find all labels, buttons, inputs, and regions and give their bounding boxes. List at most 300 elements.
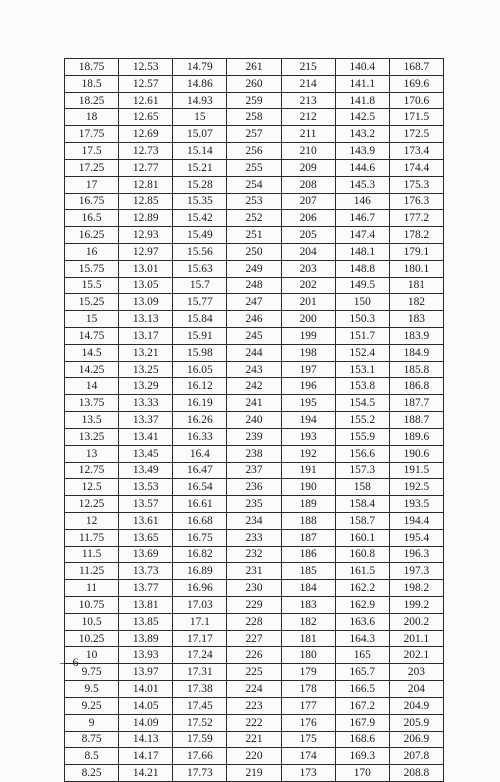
- table-cell: 206.9: [389, 731, 443, 748]
- table-cell: 228: [227, 613, 281, 630]
- table-cell: 12.69: [119, 126, 173, 143]
- table-cell: 250: [227, 243, 281, 260]
- table-cell: 198.2: [389, 580, 443, 597]
- table-cell: 15.98: [173, 344, 227, 361]
- table-cell: 18.5: [65, 75, 119, 92]
- table-cell: 243: [227, 361, 281, 378]
- table-cell: 13.57: [119, 496, 173, 513]
- table-cell: 180: [281, 647, 335, 664]
- table-cell: 179.1: [389, 243, 443, 260]
- table-cell: 165.7: [335, 664, 389, 681]
- table-cell: 12.93: [119, 227, 173, 244]
- table-cell: 210: [281, 143, 335, 160]
- table-cell: 174: [281, 748, 335, 765]
- table-cell: 261: [227, 59, 281, 76]
- table-cell: 233: [227, 529, 281, 546]
- table-cell: 17.25: [65, 159, 119, 176]
- table-row: [65, 512, 444, 529]
- table-cell: 192.5: [389, 479, 443, 496]
- table-cell: 237: [227, 462, 281, 479]
- table-cell: 17.52: [173, 714, 227, 731]
- table-cell: 205: [281, 227, 335, 244]
- table-cell: 16.75: [173, 529, 227, 546]
- table-cell: 8.25: [65, 765, 119, 782]
- table-row: [65, 75, 444, 92]
- table-cell: 189.6: [389, 428, 443, 445]
- table-cell: 196.3: [389, 546, 443, 563]
- table-cell: 17.66: [173, 748, 227, 765]
- table-cell: 206: [281, 210, 335, 227]
- table-row: [65, 613, 444, 630]
- table-cell: 224: [227, 681, 281, 698]
- table-cell: 163.6: [335, 613, 389, 630]
- table-cell: 153.1: [335, 361, 389, 378]
- table-cell: 17.45: [173, 697, 227, 714]
- table-cell: 13.61: [119, 512, 173, 529]
- table-cell: 13.37: [119, 412, 173, 429]
- table-cell: 17.24: [173, 647, 227, 664]
- table-cell: 191: [281, 462, 335, 479]
- table-cell: 225: [227, 664, 281, 681]
- table-cell: 145.3: [335, 176, 389, 193]
- table-cell: 175.3: [389, 176, 443, 193]
- table-cell: 15.25: [65, 294, 119, 311]
- table-cell: 229: [227, 597, 281, 614]
- table-row: [65, 109, 444, 126]
- table-cell: 155.2: [335, 412, 389, 429]
- page-number: —6—: [60, 655, 92, 669]
- table-cell: 13.75: [65, 395, 119, 412]
- table-cell: 169.6: [389, 75, 443, 92]
- table-cell: 249: [227, 260, 281, 277]
- table-cell: 164.3: [335, 630, 389, 647]
- table-row: [65, 580, 444, 597]
- table-cell: 179: [281, 664, 335, 681]
- table-cell: 16.75: [65, 193, 119, 210]
- table-cell: 171.5: [389, 109, 443, 126]
- table-cell: 151.7: [335, 328, 389, 345]
- table-cell: 12.73: [119, 143, 173, 160]
- table-cell: 173: [281, 765, 335, 782]
- table-row: [65, 159, 444, 176]
- table-cell: 16.12: [173, 378, 227, 395]
- table-cell: 17.17: [173, 630, 227, 647]
- score-table: [64, 58, 444, 782]
- table-row: [65, 378, 444, 395]
- table-cell: 223: [227, 697, 281, 714]
- table-cell: 254: [227, 176, 281, 193]
- table-cell: 230: [227, 580, 281, 597]
- table-cell: 14.09: [119, 714, 173, 731]
- table-cell: 14.25: [65, 361, 119, 378]
- table-cell: 172.5: [389, 126, 443, 143]
- table-cell: 18.25: [65, 92, 119, 109]
- table-cell: 13.89: [119, 630, 173, 647]
- table-cell: 149.5: [335, 277, 389, 294]
- table-cell: 12.5: [65, 479, 119, 496]
- table-cell: 13.29: [119, 378, 173, 395]
- table-cell: 252: [227, 210, 281, 227]
- table-cell: 174.4: [389, 159, 443, 176]
- table-cell: 16: [65, 243, 119, 260]
- table-cell: 14.75: [65, 328, 119, 345]
- table-row: [65, 714, 444, 731]
- table-cell: 8.75: [65, 731, 119, 748]
- table-cell: 157.3: [335, 462, 389, 479]
- table-cell: 258: [227, 109, 281, 126]
- table-row: [65, 428, 444, 445]
- table-cell: 15.14: [173, 143, 227, 160]
- table-cell: 16.82: [173, 546, 227, 563]
- table-cell: 13.97: [119, 664, 173, 681]
- table-cell: 161.5: [335, 563, 389, 580]
- table-cell: 16.89: [173, 563, 227, 580]
- table-row: [65, 765, 444, 782]
- table-cell: 11.75: [65, 529, 119, 546]
- table-cell: 12.77: [119, 159, 173, 176]
- table-cell: 15.7: [173, 277, 227, 294]
- table-cell: 11: [65, 580, 119, 597]
- table-cell: 15.35: [173, 193, 227, 210]
- table-cell: 12.89: [119, 210, 173, 227]
- table-cell: 14.13: [119, 731, 173, 748]
- table-cell: 153.8: [335, 378, 389, 395]
- table-cell: 15.5: [65, 277, 119, 294]
- table-cell: 199.2: [389, 597, 443, 614]
- table-cell: 189: [281, 496, 335, 513]
- table-row: [65, 597, 444, 614]
- table-cell: 141.1: [335, 75, 389, 92]
- table-cell: 180.1: [389, 260, 443, 277]
- table-cell: 196: [281, 378, 335, 395]
- table-cell: 186.8: [389, 378, 443, 395]
- table-cell: 245: [227, 328, 281, 345]
- table-cell: 13: [65, 445, 119, 462]
- table-row: [65, 462, 444, 479]
- table-cell: 13.73: [119, 563, 173, 580]
- table-cell: 177.2: [389, 210, 443, 227]
- table-cell: 199: [281, 328, 335, 345]
- table-cell: 13.25: [65, 428, 119, 445]
- table-row: [65, 243, 444, 260]
- table-cell: 184.9: [389, 344, 443, 361]
- table-cell: 15.77: [173, 294, 227, 311]
- table-cell: 185: [281, 563, 335, 580]
- table-cell: 227: [227, 630, 281, 647]
- table-cell: 209: [281, 159, 335, 176]
- table-cell: 208.8: [389, 765, 443, 782]
- table-cell: 162.2: [335, 580, 389, 597]
- table-cell: 13.17: [119, 328, 173, 345]
- table-cell: 188: [281, 512, 335, 529]
- table-cell: 192: [281, 445, 335, 462]
- table-row: [65, 210, 444, 227]
- table-cell: 148.1: [335, 243, 389, 260]
- table-cell: 165: [335, 647, 389, 664]
- table-cell: 13.13: [119, 311, 173, 328]
- table-cell: 169.3: [335, 748, 389, 765]
- table-cell: 215: [281, 59, 335, 76]
- table-cell: 15.84: [173, 311, 227, 328]
- table-row: [65, 529, 444, 546]
- table-cell: 155.9: [335, 428, 389, 445]
- table-cell: 152.4: [335, 344, 389, 361]
- table-cell: 17.59: [173, 731, 227, 748]
- table-cell: 16.54: [173, 479, 227, 496]
- table-row: [65, 496, 444, 513]
- table-cell: 10: [65, 647, 119, 664]
- table-cell: 231: [227, 563, 281, 580]
- table-cell: 178: [281, 681, 335, 698]
- table-cell: 18.75: [65, 59, 119, 76]
- table-row: [65, 277, 444, 294]
- table-cell: 9.5: [65, 681, 119, 698]
- table-cell: 197.3: [389, 563, 443, 580]
- table-cell: 201: [281, 294, 335, 311]
- table-cell: 194: [281, 412, 335, 429]
- table-cell: 181: [281, 630, 335, 647]
- table-row: [65, 412, 444, 429]
- table-cell: 14: [65, 378, 119, 395]
- table-cell: 18: [65, 109, 119, 126]
- table-cell: 244: [227, 344, 281, 361]
- table-cell: 232: [227, 546, 281, 563]
- table-cell: 14.01: [119, 681, 173, 698]
- table-cell: 16.96: [173, 580, 227, 597]
- table-cell: 167.9: [335, 714, 389, 731]
- score-table-body: [65, 59, 444, 782]
- table-cell: 16.61: [173, 496, 227, 513]
- table-cell: 239: [227, 428, 281, 445]
- table-cell: 8.5: [65, 748, 119, 765]
- table-cell: 203: [389, 664, 443, 681]
- table-row: [65, 630, 444, 647]
- table-row: [65, 748, 444, 765]
- table-cell: 260: [227, 75, 281, 92]
- table-cell: 13.45: [119, 445, 173, 462]
- table-cell: 204.9: [389, 697, 443, 714]
- table-cell: 16.25: [65, 227, 119, 244]
- table-row: [65, 546, 444, 563]
- table-cell: 15.21: [173, 159, 227, 176]
- table-cell: 238: [227, 445, 281, 462]
- table-cell: 158: [335, 479, 389, 496]
- table-cell: 12.61: [119, 92, 173, 109]
- table-cell: 259: [227, 92, 281, 109]
- table-cell: 15.07: [173, 126, 227, 143]
- table-row: [65, 563, 444, 580]
- table-cell: 143.9: [335, 143, 389, 160]
- table-cell: 183.9: [389, 328, 443, 345]
- table-cell: 17.31: [173, 664, 227, 681]
- table-cell: 13.05: [119, 277, 173, 294]
- table-cell: 16.26: [173, 412, 227, 429]
- table-cell: 207: [281, 193, 335, 210]
- table-cell: 13.85: [119, 613, 173, 630]
- table-cell: 175: [281, 731, 335, 748]
- table-cell: 166.5: [335, 681, 389, 698]
- table-cell: 255: [227, 159, 281, 176]
- table-cell: 220: [227, 748, 281, 765]
- table-cell: 204: [281, 243, 335, 260]
- table-cell: 176.3: [389, 193, 443, 210]
- table-cell: 13.33: [119, 395, 173, 412]
- table-row: [65, 59, 444, 76]
- table-row: [65, 445, 444, 462]
- table-cell: 150.3: [335, 311, 389, 328]
- table-cell: 202.1: [389, 647, 443, 664]
- table-cell: 15.42: [173, 210, 227, 227]
- table-cell: 168.6: [335, 731, 389, 748]
- table-cell: 13.25: [119, 361, 173, 378]
- table-cell: 13.41: [119, 428, 173, 445]
- table-cell: 182: [389, 294, 443, 311]
- table-cell: 193.5: [389, 496, 443, 513]
- table-cell: 13.81: [119, 597, 173, 614]
- table-cell: 251: [227, 227, 281, 244]
- table-cell: 17: [65, 176, 119, 193]
- table-cell: 13.53: [119, 479, 173, 496]
- table-cell: 14.5: [65, 344, 119, 361]
- table-cell: 167.2: [335, 697, 389, 714]
- table-cell: 242: [227, 378, 281, 395]
- table-cell: 13.09: [119, 294, 173, 311]
- table-cell: 146.7: [335, 210, 389, 227]
- table-cell: 12: [65, 512, 119, 529]
- table-cell: 168.7: [389, 59, 443, 76]
- table-cell: 16.4: [173, 445, 227, 462]
- table-cell: 184: [281, 580, 335, 597]
- table-cell: 9.75: [65, 664, 119, 681]
- table-cell: 185.8: [389, 361, 443, 378]
- table-row: [65, 260, 444, 277]
- table-cell: 14.05: [119, 697, 173, 714]
- table-cell: 156.6: [335, 445, 389, 462]
- table-row: [65, 193, 444, 210]
- table-row: [65, 311, 444, 328]
- table-cell: 200.2: [389, 613, 443, 630]
- table-cell: 154.5: [335, 395, 389, 412]
- table-cell: 17.73: [173, 765, 227, 782]
- table-cell: 201.1: [389, 630, 443, 647]
- table-cell: 236: [227, 479, 281, 496]
- table-cell: 208: [281, 176, 335, 193]
- table-cell: 15.49: [173, 227, 227, 244]
- table-cell: 219: [227, 765, 281, 782]
- table-cell: 197: [281, 361, 335, 378]
- table-cell: 158.7: [335, 512, 389, 529]
- table-cell: 183: [389, 311, 443, 328]
- table-row: [65, 294, 444, 311]
- table-cell: 15.75: [65, 260, 119, 277]
- table-cell: 190.6: [389, 445, 443, 462]
- table-cell: 181: [389, 277, 443, 294]
- table-cell: 16.05: [173, 361, 227, 378]
- table-cell: 150: [335, 294, 389, 311]
- table-cell: 147.4: [335, 227, 389, 244]
- table-row: [65, 176, 444, 193]
- table-cell: 16.19: [173, 395, 227, 412]
- table-cell: 240: [227, 412, 281, 429]
- table-cell: 16.68: [173, 512, 227, 529]
- table-cell: 17.38: [173, 681, 227, 698]
- table-cell: 142.5: [335, 109, 389, 126]
- table-row: [65, 143, 444, 160]
- table-cell: 13.65: [119, 529, 173, 546]
- table-cell: 221: [227, 731, 281, 748]
- table-cell: 170.6: [389, 92, 443, 109]
- table-cell: 256: [227, 143, 281, 160]
- table-cell: 12.53: [119, 59, 173, 76]
- table-row: [65, 479, 444, 496]
- table-row: [65, 664, 444, 681]
- table-cell: 160.1: [335, 529, 389, 546]
- table-cell: 144.6: [335, 159, 389, 176]
- table-cell: 16.33: [173, 428, 227, 445]
- table-cell: 12.85: [119, 193, 173, 210]
- table-cell: 162.9: [335, 597, 389, 614]
- table-cell: 140.4: [335, 59, 389, 76]
- table-cell: 183: [281, 597, 335, 614]
- table-cell: 253: [227, 193, 281, 210]
- table-cell: 14.93: [173, 92, 227, 109]
- table-cell: 14.21: [119, 765, 173, 782]
- table-cell: 14.79: [173, 59, 227, 76]
- table-cell: 234: [227, 512, 281, 529]
- table-cell: 222: [227, 714, 281, 731]
- table-cell: 160.8: [335, 546, 389, 563]
- table-cell: 194.4: [389, 512, 443, 529]
- table-cell: 211: [281, 126, 335, 143]
- table-cell: 13.01: [119, 260, 173, 277]
- table-cell: 187: [281, 529, 335, 546]
- table-cell: 11.25: [65, 563, 119, 580]
- table-cell: 186: [281, 546, 335, 563]
- table-cell: 190: [281, 479, 335, 496]
- table-cell: 195.4: [389, 529, 443, 546]
- table-cell: 200: [281, 311, 335, 328]
- table-cell: 202: [281, 277, 335, 294]
- table-cell: 141.8: [335, 92, 389, 109]
- table-cell: 17.75: [65, 126, 119, 143]
- table-cell: 191.5: [389, 462, 443, 479]
- table-cell: 182: [281, 613, 335, 630]
- table-cell: 13.49: [119, 462, 173, 479]
- table-row: [65, 126, 444, 143]
- table-cell: 241: [227, 395, 281, 412]
- table-cell: 13.93: [119, 647, 173, 664]
- table-cell: 213: [281, 92, 335, 109]
- table-row: [65, 681, 444, 698]
- table-cell: 10.75: [65, 597, 119, 614]
- table-cell: 158.4: [335, 496, 389, 513]
- table-cell: 11.5: [65, 546, 119, 563]
- table-cell: 195: [281, 395, 335, 412]
- table-row: [65, 731, 444, 748]
- table-cell: 187.7: [389, 395, 443, 412]
- table-row: [65, 697, 444, 714]
- table-cell: 13.69: [119, 546, 173, 563]
- table-cell: 248: [227, 277, 281, 294]
- table-cell: 13.21: [119, 344, 173, 361]
- table-cell: 176: [281, 714, 335, 731]
- table-cell: 226: [227, 647, 281, 664]
- table-cell: 12.81: [119, 176, 173, 193]
- table-cell: 15.91: [173, 328, 227, 345]
- table-cell: 14.86: [173, 75, 227, 92]
- table-cell: 10.5: [65, 613, 119, 630]
- table-cell: 246: [227, 311, 281, 328]
